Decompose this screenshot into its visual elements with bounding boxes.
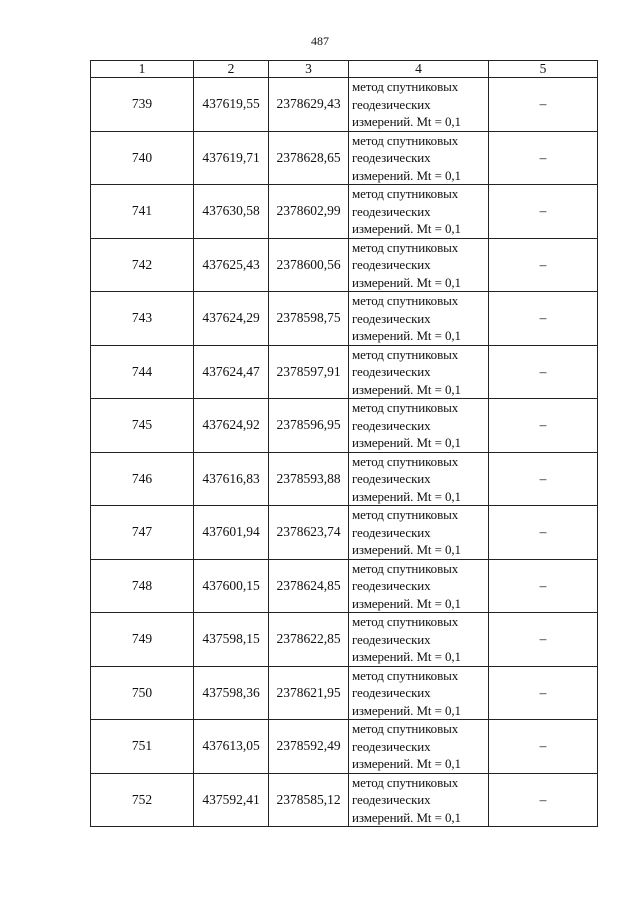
point-number-cell: 741	[91, 185, 194, 239]
method-line: измерений. Mt = 0,1	[352, 221, 461, 236]
table-row	[91, 185, 598, 239]
table-header-row	[91, 61, 598, 78]
point-number-cell: 743	[91, 292, 194, 346]
point-number-cell: 740	[91, 131, 194, 185]
note-cell: –	[489, 613, 598, 667]
table-row	[91, 666, 598, 720]
y-coordinate-cell: 2378598,75	[269, 292, 349, 346]
note-cell: –	[489, 185, 598, 239]
y-coordinate-cell: 2378600,56	[269, 238, 349, 292]
method-line: измерений. Mt = 0,1	[352, 649, 461, 664]
point-number-cell: 749	[91, 613, 194, 667]
method-cell	[349, 613, 489, 667]
y-coordinate-cell: 2378621,95	[269, 666, 349, 720]
method-line: метод спутниковых	[352, 667, 459, 683]
method-line: метод спутниковых	[352, 132, 459, 148]
method-cell	[349, 238, 489, 292]
method-line: метод спутниковых	[352, 346, 459, 362]
point-number-cell: 744	[91, 345, 194, 399]
method-line: геодезических	[352, 203, 431, 219]
note-cell: –	[489, 773, 598, 827]
method-line: измерений. Mt = 0,1	[352, 167, 461, 183]
note-cell: –	[489, 78, 598, 132]
method-line: измерений. Mt = 0,1	[352, 542, 461, 557]
table-row	[91, 292, 598, 346]
method-line: геодезических	[352, 417, 431, 433]
method-cell	[349, 773, 489, 827]
method-line: измерений. Mt = 0,1	[352, 488, 461, 504]
point-number-cell: 751	[91, 720, 194, 774]
x-coordinate-cell: 437624,29	[194, 292, 269, 346]
table-row	[91, 345, 598, 399]
x-coordinate-cell: 437624,47	[194, 345, 269, 399]
x-coordinate-cell: 437598,15	[194, 613, 269, 667]
method-line: метод спутниковых	[352, 186, 459, 201]
method-cell	[349, 452, 489, 506]
method-line: геодезических	[352, 310, 431, 326]
method-cell	[349, 559, 489, 613]
method-cell	[349, 720, 489, 774]
x-coordinate-cell: 437619,71	[194, 131, 269, 185]
y-coordinate-cell: 2378629,43	[269, 78, 349, 132]
method-cell	[349, 292, 489, 346]
x-coordinate-cell: 437601,94	[194, 506, 269, 560]
method-line: геодезических	[352, 257, 431, 272]
point-number-cell: 742	[91, 238, 194, 292]
method-cell	[349, 666, 489, 720]
table-row	[91, 720, 598, 774]
method-line: измерений. Mt = 0,1	[352, 435, 461, 450]
method-line: геодезических	[352, 96, 431, 112]
y-coordinate-cell: 2378602,99	[269, 185, 349, 239]
method-line: геодезических	[352, 631, 431, 647]
method-line: метод спутниковых	[352, 453, 459, 469]
method-line: измерений. Mt = 0,1	[352, 595, 461, 611]
y-coordinate-cell: 2378623,74	[269, 506, 349, 560]
note-cell: –	[489, 452, 598, 506]
note-cell: –	[489, 559, 598, 613]
method-line: метод спутниковых	[352, 774, 459, 790]
table-row	[91, 559, 598, 613]
method-line: измерений. Mt = 0,1	[352, 381, 461, 397]
method-cell	[349, 506, 489, 560]
table-body	[91, 78, 598, 827]
method-line: геодезических	[352, 792, 431, 807]
y-coordinate-cell: 2378593,88	[269, 452, 349, 506]
column-header-5: 5	[489, 61, 598, 78]
point-number-cell: 750	[91, 666, 194, 720]
table-row	[91, 238, 598, 292]
column-header-4: 4	[349, 61, 489, 78]
point-number-cell: 746	[91, 452, 194, 506]
method-line: метод спутниковых	[352, 400, 459, 415]
method-line: геодезических	[352, 524, 431, 540]
method-line: измерений. Mt = 0,1	[352, 756, 461, 771]
method-line: метод спутниковых	[352, 507, 459, 522]
method-line: метод спутниковых	[352, 614, 459, 629]
note-cell: –	[489, 720, 598, 774]
method-line: геодезических	[352, 150, 431, 165]
method-line: метод спутниковых	[352, 293, 459, 308]
table-row	[91, 131, 598, 185]
method-line: метод спутниковых	[352, 560, 459, 576]
method-cell	[349, 78, 489, 132]
table-row	[91, 452, 598, 506]
method-line: измерений. Mt = 0,1	[352, 328, 461, 343]
x-coordinate-cell: 437598,36	[194, 666, 269, 720]
x-coordinate-cell: 437630,58	[194, 185, 269, 239]
point-number-cell: 752	[91, 773, 194, 827]
table-row	[91, 613, 598, 667]
y-coordinate-cell: 2378624,85	[269, 559, 349, 613]
coordinates-table	[90, 60, 598, 827]
x-coordinate-cell: 437592,41	[194, 773, 269, 827]
point-number-cell: 747	[91, 506, 194, 560]
method-line: измерений. Mt = 0,1	[352, 114, 461, 129]
table-row	[91, 773, 598, 827]
method-line: измерений. Mt = 0,1	[352, 809, 461, 825]
note-cell: –	[489, 399, 598, 453]
method-cell	[349, 345, 489, 399]
column-header-1: 1	[91, 61, 194, 78]
y-coordinate-cell: 2378592,49	[269, 720, 349, 774]
method-line: геодезических	[352, 685, 431, 700]
point-number-cell: 748	[91, 559, 194, 613]
note-cell: –	[489, 506, 598, 560]
y-coordinate-cell: 2378596,95	[269, 399, 349, 453]
method-line: метод спутниковых	[352, 79, 459, 94]
y-coordinate-cell: 2378597,91	[269, 345, 349, 399]
y-coordinate-cell: 2378628,65	[269, 131, 349, 185]
y-coordinate-cell: 2378622,85	[269, 613, 349, 667]
method-cell	[349, 399, 489, 453]
method-line: геодезических	[352, 364, 431, 379]
y-coordinate-cell: 2378585,12	[269, 773, 349, 827]
note-cell: –	[489, 238, 598, 292]
table-row	[91, 506, 598, 560]
method-cell	[349, 185, 489, 239]
note-cell: –	[489, 345, 598, 399]
method-line: геодезических	[352, 738, 431, 754]
point-number-cell: 739	[91, 78, 194, 132]
column-header-2: 2	[194, 61, 269, 78]
note-cell: –	[489, 666, 598, 720]
point-number-cell: 745	[91, 399, 194, 453]
method-line: измерений. Mt = 0,1	[352, 274, 461, 290]
x-coordinate-cell: 437613,05	[194, 720, 269, 774]
table-row	[91, 78, 598, 132]
method-line: метод спутниковых	[352, 721, 459, 736]
x-coordinate-cell: 437619,55	[194, 78, 269, 132]
column-header-3: 3	[269, 61, 349, 78]
method-cell	[349, 131, 489, 185]
method-line: измерений. Mt = 0,1	[352, 702, 461, 718]
page-number: 487	[311, 34, 329, 48]
x-coordinate-cell: 437625,43	[194, 238, 269, 292]
x-coordinate-cell: 437624,92	[194, 399, 269, 453]
note-cell: –	[489, 292, 598, 346]
x-coordinate-cell: 437600,15	[194, 559, 269, 613]
note-cell: –	[489, 131, 598, 185]
table-row	[91, 399, 598, 453]
method-line: геодезических	[352, 578, 431, 593]
method-line: геодезических	[352, 471, 431, 486]
x-coordinate-cell: 437616,83	[194, 452, 269, 506]
method-line: метод спутниковых	[352, 239, 459, 255]
